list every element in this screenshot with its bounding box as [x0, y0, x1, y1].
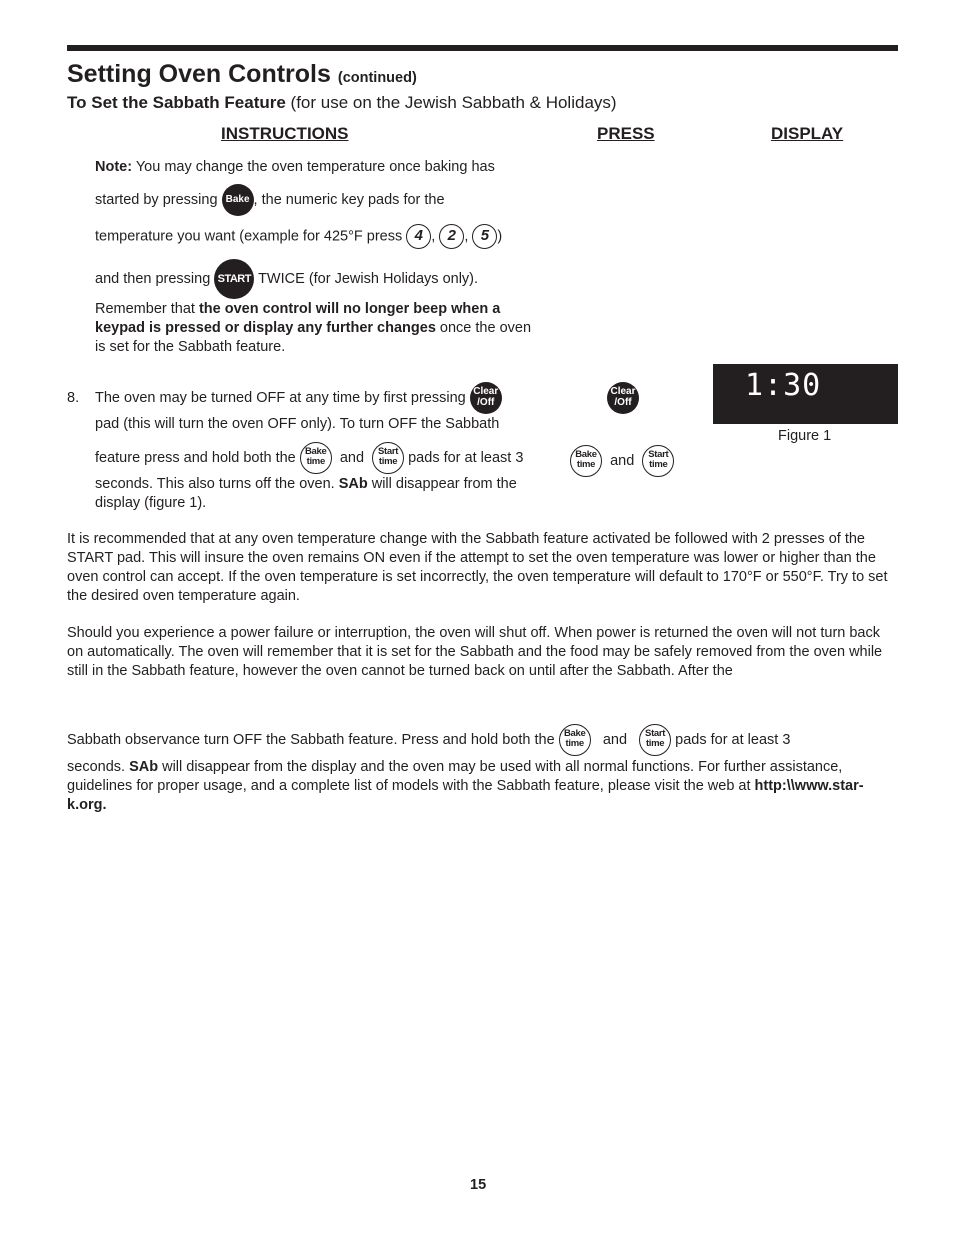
subtitle-bold: To Set the Sabbath Feature [67, 93, 286, 112]
note-line-3 [95, 224, 502, 249]
column-header-instructions: INSTRUCTIONS [221, 124, 349, 143]
step-8-text-4a: seconds. This also turns off the oven. [95, 476, 339, 492]
sabbath-off-text-a: Sabbath observance turn OFF the Sabbath feature. Press and hold both the [67, 731, 559, 748]
star-k-link[interactable]: http:\\www.star-k.org. [67, 778, 864, 813]
start-time-top: Start [648, 449, 669, 460]
step-8-line-3 [95, 442, 523, 474]
close-paren: ) [497, 228, 503, 245]
step-8-number: 8. [67, 390, 80, 406]
note-text-4b: TWICE (for Jewish Holidays only). [254, 270, 479, 287]
start-time-bottom: time [378, 456, 398, 467]
bake-time-top: Bake [305, 446, 327, 457]
note-text-4a: and then pressing [95, 270, 215, 287]
remember-text-b: once the oven is set for the Sabbath feature. [95, 320, 532, 355]
and-text: and [610, 452, 635, 469]
remember-text-a: Remember that [95, 301, 199, 317]
separator: , [431, 228, 440, 245]
note-text-1: You may change the oven temperature once baking has [132, 159, 495, 175]
start-time-bottom: time [645, 738, 665, 749]
sabbath-off-text-b: pads for at least 3 [671, 731, 791, 748]
and-text: and [602, 731, 628, 748]
start-time-top: Start [645, 728, 666, 739]
paragraph-sabbath-off-line [67, 724, 790, 756]
and-text: and [339, 449, 365, 466]
bake-time-top: Bake [575, 449, 597, 460]
number-5-key-icon: 5 [472, 224, 497, 249]
page-title [67, 60, 417, 89]
clear-key-bottom: /Off [614, 397, 632, 408]
note-line-2 [95, 184, 445, 216]
section-subtitle [67, 93, 617, 113]
start-time-bottom: time [649, 459, 668, 470]
final-text-b: will disappear from the display and the oven may be used with all normal functions. For further assistance, guidelines for proper usage, and a complete list of models with the Sabbath feature, please visit the web at [67, 759, 843, 794]
note-remember [95, 300, 545, 357]
clear-key-bottom: /Off [477, 397, 495, 408]
column-header-press: PRESS [597, 124, 655, 143]
bake-time-bottom: time [306, 456, 325, 467]
press-bake-start-time [570, 445, 674, 477]
title-continued: (continued) [337, 70, 417, 86]
note-line-1 [95, 158, 495, 177]
step-8-text-3b: pads for at least 3 [404, 449, 524, 466]
paragraph-final [67, 758, 898, 815]
display-readout: 1:30 [745, 368, 822, 403]
number-2-key-icon: 2 [439, 224, 464, 249]
step-8-line-4 [95, 475, 517, 494]
sab-text: SAb [338, 476, 368, 492]
paragraph-recommendation: It is recommended that at any oven temperature change with the Sabbath feature activated be followed with 2 presses of the START pad. This will insure the oven remains ON even if the attempt to set the oven temperature was lower or higher than the oven control can accept. If the oven temperature is set incorrectly, the oven temperature will default to 170°F or 550°F. Try to set the desired oven temperature again. [67, 531, 888, 604]
bake-time-bottom: time [565, 738, 584, 749]
bake-time-top: Bake [563, 728, 586, 739]
title-text: Setting Oven Controls [67, 60, 331, 88]
bake-time-key-icon [570, 445, 602, 477]
bake-time-key-icon [559, 724, 591, 756]
note-label: Note: [95, 159, 133, 175]
final-text-a: seconds. [67, 759, 130, 775]
figure-caption: Figure 1 [778, 428, 832, 444]
number-4-key-icon: 4 [406, 224, 431, 249]
start-time-key-icon [372, 442, 404, 474]
step-8-text-3a: feature press and hold both the [95, 449, 300, 466]
top-rule [67, 45, 898, 51]
note-text-3a: temperature you want (example for 425°F press [95, 228, 407, 245]
step-8-line-2: pad (this will turn the oven OFF only). To turn OFF the Sabbath [95, 416, 500, 432]
bake-key-icon: Bake [222, 184, 254, 216]
clear-off-key-icon [607, 382, 639, 414]
step-8-text-1: The oven may be turned OFF at any time by first pressing [95, 389, 470, 406]
step-8-text-4b: will disappear from the [367, 476, 517, 492]
oven-display-figure [713, 364, 898, 424]
bake-time-key-icon [300, 442, 332, 474]
start-time-key-icon [639, 724, 671, 756]
press-clear-off [607, 382, 639, 414]
note-text-2a: started by pressing [95, 191, 222, 208]
sab-text: SAb [129, 759, 159, 775]
clear-key-top: Clear [473, 386, 499, 397]
subtitle-rest: (for use on the Jewish Sabbath & Holidays) [285, 93, 617, 112]
bake-time-bottom: time [576, 459, 596, 470]
column-header-display: DISPLAY [771, 124, 844, 143]
clear-key-top: Clear [610, 386, 636, 397]
start-time-key-icon [642, 445, 674, 477]
note-text-2b: , the numeric key pads for the [253, 191, 445, 208]
clear-off-key-icon [470, 382, 502, 414]
start-time-top: Start [378, 446, 399, 457]
step-8-line-5: display (figure 1). [95, 495, 207, 511]
start-key-icon: START [214, 259, 254, 299]
step-8-line-1 [95, 382, 502, 414]
note-line-4 [95, 259, 478, 299]
paragraph-power-failure: Should you experience a power failure or interruption, the oven will shut off. When power is returned the oven will not turn back on automatically. The oven will remember that it is set for the Sabbath and the food may be safely removed from the oven while still in the Sabbath feature, however the oven cannot be turned back on until after the Sabbath. After the [67, 625, 883, 679]
page-number: 15 [470, 1177, 487, 1193]
separator: , [464, 228, 473, 245]
remember-bold: the oven control will no longer beep when a keypad is pressed or display any further changes [95, 301, 501, 336]
